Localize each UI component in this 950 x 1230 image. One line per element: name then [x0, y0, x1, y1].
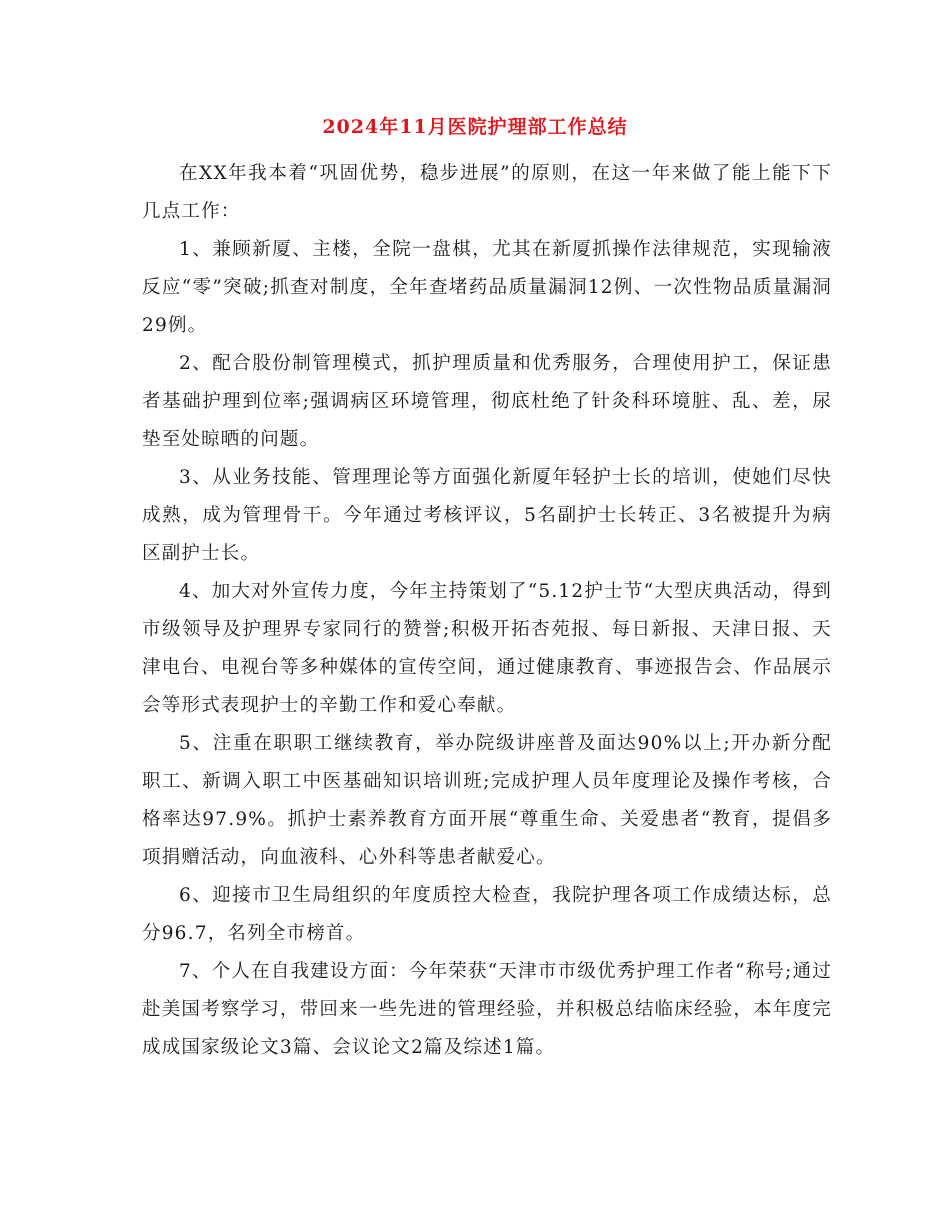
paragraph-item-5: 5、注重在职职工继续教育，举办院级讲座普及面达90%以上;开办新分配职工、新调入职工中医基础知识培训班;完成护理人员年度理论及操作考核，合格率达97.9%。抓护士素养教育方面开展“尊重生命、关爱患者“教育，提倡多项捐赠活动，向血液科、心外科等患者献爱心。 [142, 733, 832, 868]
document-body [142, 155, 832, 1067]
paragraph-item-2: 2、配合股份制管理模式，抓护理质量和优秀服务，合理使用护工，保证患者基础护理到位率;强调病区环境管理，彻底杜绝了针灸科环境脏、乱、差，尿垫至处晾晒的问题。 [142, 353, 832, 450]
paragraph-item-3: 3、从业务技能、管理理论等方面强化新厦年轻护士长的培训，使她们尽快成熟，成为管理骨干。今年通过考核评议，5名副护士长转正、3名被提升为病区副护士长。 [142, 467, 832, 564]
document-title: 2024年11月医院护理部工作总结 [322, 116, 628, 138]
paragraph-item-1: 1、兼顾新厦、主楼，全院一盘棋，尤其在新厦抓操作法律规范，实现输液反应“零”突破;抓查对制度，全年查堵药品质量漏洞12例、一次性物品质量漏洞29例。 [142, 239, 832, 336]
paragraph-item-7: 7、个人在自我建设方面：今年荣获“天津市市级优秀护理工作者“称号;通过赴美国考察学习，带回来一些先进的管理经验，并积极总结临床经验，本年度完成成国家级论文3篇、会议论文2篇及综述1篇。 [142, 961, 832, 1058]
paragraph-item-4: 4、加大对外宣传力度，今年主持策划了“5.12护士节“大型庆典活动，得到市级领导及护理界专家同行的赞誉;积极开拓杏苑报、每日新报、天津日报、天津电台、电视台等多种媒体的宣传空间，通过健康教育、事迹报告会、作品展示会等形式表现护士的辛勤工作和爱心奉献。 [142, 581, 832, 716]
paragraph-item-6: 6、迎接市卫生局组织的年度质控大检查，我院护理各项工作成绩达标，总分96.7，名列全市榜首。 [142, 885, 832, 944]
paragraph-intro: 在XX年我本着“巩固优势，稳步进展”的原则，在这一年来做了能上能下下几点工作： [142, 163, 832, 222]
